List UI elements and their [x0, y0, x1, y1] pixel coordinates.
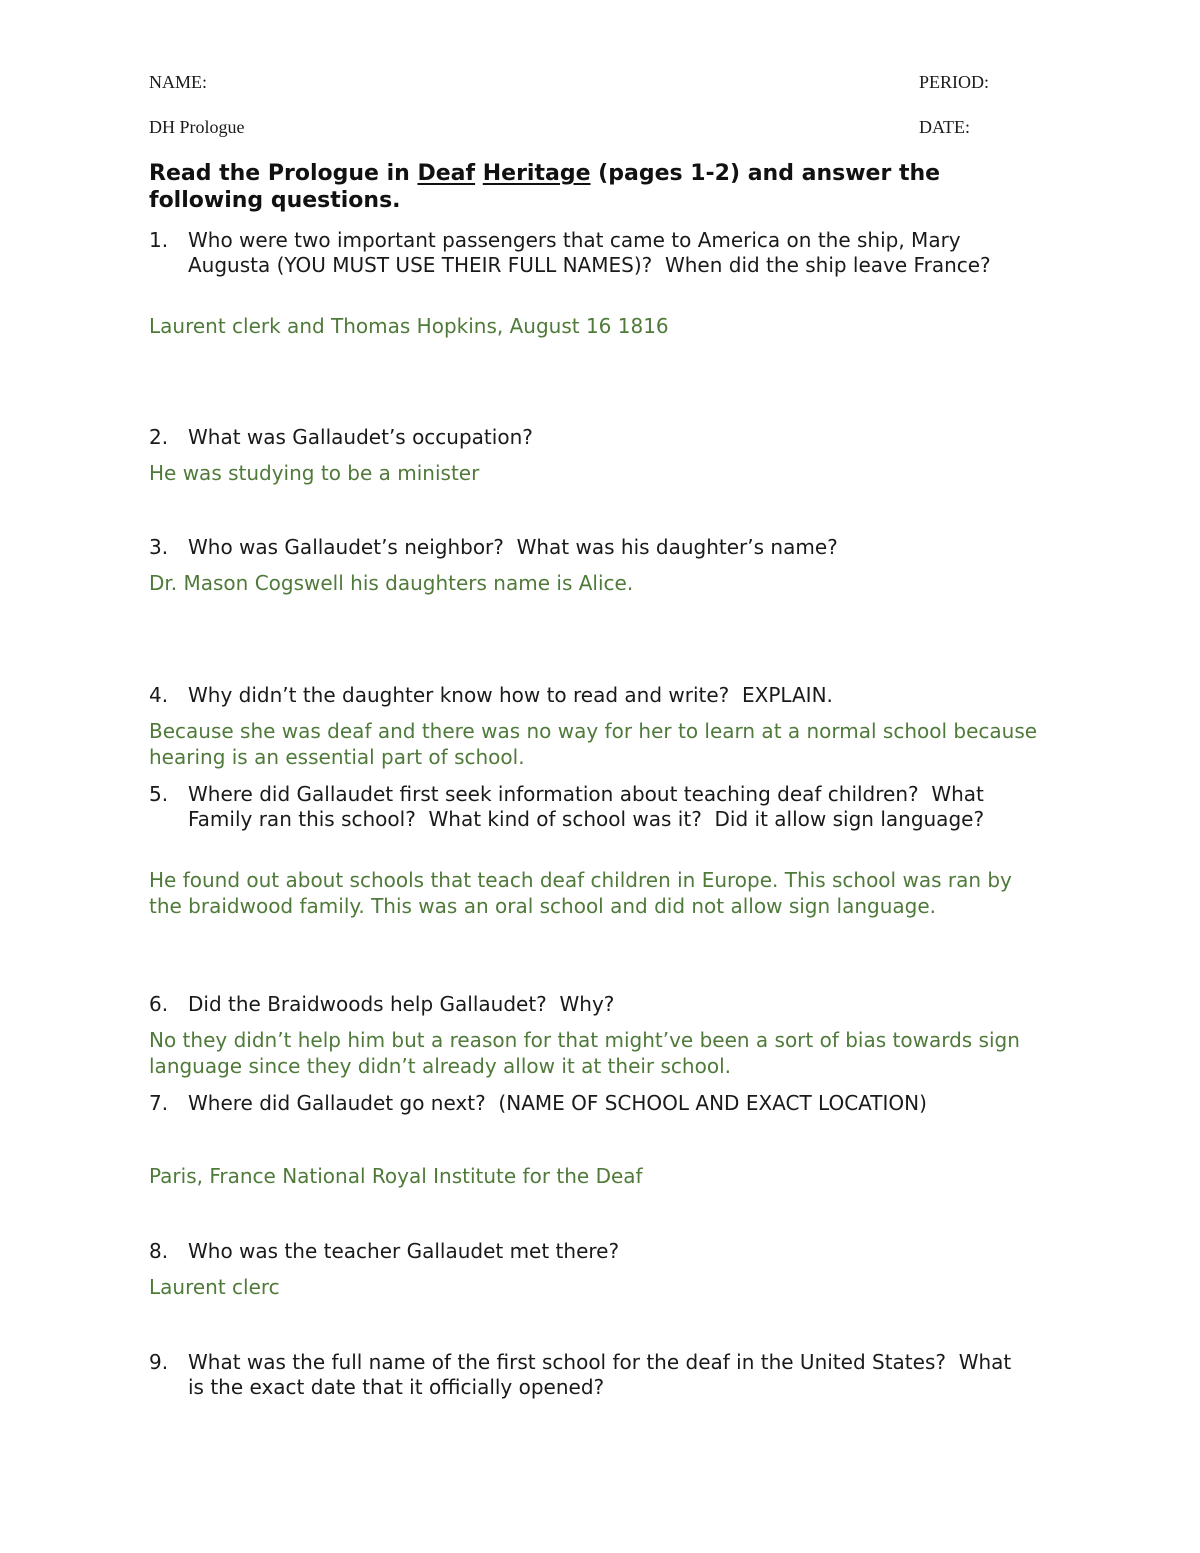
- course-label: DH Prologue: [149, 117, 245, 137]
- question-text: What was Gallaudet’s occupation?: [188, 425, 533, 449]
- instructions-text-end: (pages 1-2) and answer the following questions.: [149, 161, 941, 213]
- question-8: [149, 1239, 1029, 1264]
- answer-8: Laurent clerc: [149, 1275, 280, 1299]
- question-number: 3.: [149, 535, 169, 559]
- question-5: [149, 782, 1029, 832]
- question-number: 4.: [149, 683, 169, 707]
- answer-6: No they didn’t help him but a reason for that might’ve been a sort of bias towards sign language since they didn’t already allow it at their school.: [149, 1028, 1020, 1078]
- answer-7: Paris, France National Royal Institute for the Deaf: [149, 1164, 643, 1188]
- book-title-word-heritage: Heritage: [482, 161, 591, 186]
- question-number: 9.: [149, 1350, 169, 1374]
- answer-5: He found out about schools that teach deaf children in Europe. This school was ran by the braidwood family. This was an oral school and did not allow sign language.: [149, 868, 1012, 918]
- question-number: 8.: [149, 1239, 169, 1263]
- question-number: 1.: [149, 228, 169, 252]
- question-9: [149, 1350, 1029, 1400]
- question-number: 2.: [149, 425, 169, 449]
- question-2: [149, 425, 1029, 450]
- question-text: Where did Gallaudet go next? (NAME OF SCHOOL AND EXACT LOCATION): [188, 1091, 927, 1115]
- question-text: Where did Gallaudet first seek information about teaching deaf children? What Family ran this school? What kind of school was it? Did it allow sign language?: [188, 782, 991, 831]
- book-title-space: [475, 161, 483, 186]
- question-number: 6.: [149, 992, 169, 1016]
- question-text: Who were two important passengers that came to America on the ship, Mary Augusta (YOU MUST USE THEIR FULL NAMES)? When did the ship leave France?: [188, 228, 991, 277]
- date-label: DATE:: [919, 117, 970, 137]
- instructions-heading: [149, 160, 1029, 214]
- question-text: Who was the teacher Gallaudet met there?: [188, 1239, 620, 1263]
- question-3: [149, 535, 1029, 560]
- period-label: PERIOD:: [919, 72, 990, 92]
- question-text: Who was Gallaudet’s neighbor? What was his daughter’s name?: [188, 535, 838, 559]
- answer-3: Dr. Mason Cogswell his daughters name is Alice.: [149, 571, 634, 595]
- question-6: [149, 992, 1029, 1017]
- book-title-word-deaf: Deaf: [417, 161, 476, 186]
- instructions-text-start: Read the Prologue in: [149, 161, 418, 186]
- question-text: What was the full name of the first school for the deaf in the United States? What is the exact date that it officially opened?: [188, 1350, 1018, 1399]
- question-4: [149, 683, 1029, 708]
- question-text: Why didn’t the daughter know how to read and write? EXPLAIN.: [188, 683, 833, 707]
- question-7: [149, 1091, 1029, 1116]
- question-1: [149, 228, 1029, 278]
- question-number: 7.: [149, 1091, 169, 1115]
- name-label: NAME:: [149, 72, 207, 92]
- answer-1: Laurent clerk and Thomas Hopkins, August 16 1816: [149, 314, 669, 338]
- question-number: 5.: [149, 782, 169, 806]
- answer-4: Because she was deaf and there was no way for her to learn at a normal school because hearing is an essential part of school.: [149, 719, 1038, 769]
- question-text: Did the Braidwoods help Gallaudet? Why?: [188, 992, 615, 1016]
- answer-2: He was studying to be a minister: [149, 461, 480, 485]
